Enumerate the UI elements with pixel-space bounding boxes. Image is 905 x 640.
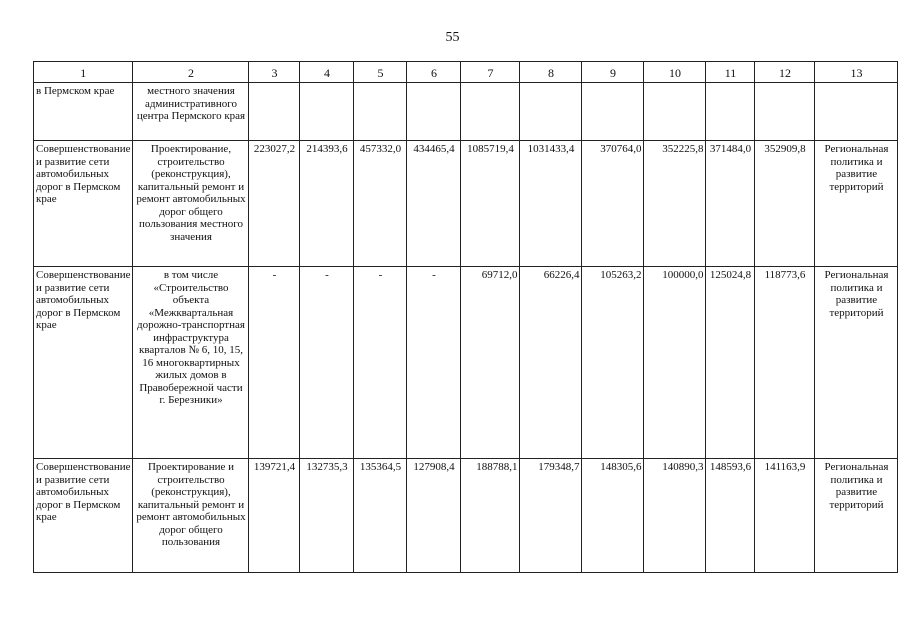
- activity-cell: Проектирование и строительство (реконструкция), капитальный ремонт и ремонт автомобильных дорог общего пользования: [133, 459, 249, 573]
- value-cell: -: [407, 267, 461, 459]
- activity-cell: местного значения административного центра Пермского края: [133, 83, 249, 141]
- value-cell: [520, 83, 582, 141]
- value-cell: 352909,8: [755, 141, 815, 267]
- value-cell: 434465,4: [407, 141, 461, 267]
- value-cell: -: [300, 267, 354, 459]
- value-cell: -: [249, 267, 300, 459]
- table-row: [34, 267, 898, 459]
- value-cell: 127908,4: [407, 459, 461, 573]
- page-number: 55: [445, 30, 460, 45]
- responsible-cell: Региональная политика и развитие территорий: [815, 141, 898, 267]
- value-cell: 132735,3: [300, 459, 354, 573]
- value-cell: 1085719,4: [461, 141, 520, 267]
- responsible-cell: [815, 83, 898, 141]
- value-cell: 188788,1: [461, 459, 520, 573]
- value-cell: [249, 83, 300, 141]
- value-cell: 135364,5: [354, 459, 407, 573]
- program-cell: Совершенствование и развитие сети автомобильных дорог в Пермском крае: [34, 459, 133, 573]
- header-cell: 9: [582, 62, 644, 83]
- value-cell: [644, 83, 706, 141]
- header-cell: 12: [755, 62, 815, 83]
- header-cell: 5: [354, 62, 407, 83]
- value-cell: 179348,7: [520, 459, 582, 573]
- table-row: [34, 83, 898, 141]
- value-cell: [300, 83, 354, 141]
- value-cell: 148593,6: [706, 459, 755, 573]
- value-cell: 148305,6: [582, 459, 644, 573]
- table-row: [34, 141, 898, 267]
- header-cell: 4: [300, 62, 354, 83]
- header-cell: 3: [249, 62, 300, 83]
- program-cell: Совершенствование и развитие сети автомобильных дорог в Пермском крае: [34, 141, 133, 267]
- value-cell: 370764,0: [582, 141, 644, 267]
- value-cell: 125024,8: [706, 267, 755, 459]
- value-cell: 140890,3: [644, 459, 706, 573]
- value-cell: [755, 83, 815, 141]
- header-cell: 10: [644, 62, 706, 83]
- program-cell: Совершенствование и развитие сети автомобильных дорог в Пермском крае: [34, 267, 133, 459]
- value-cell: 457332,0: [354, 141, 407, 267]
- header-cell: 8: [520, 62, 582, 83]
- header-cell: 11: [706, 62, 755, 83]
- value-cell: [407, 83, 461, 141]
- header-cell: 1: [34, 62, 133, 83]
- value-cell: 1031433,4: [520, 141, 582, 267]
- value-cell: 139721,4: [249, 459, 300, 573]
- value-cell: [461, 83, 520, 141]
- table-row: [34, 459, 898, 573]
- value-cell: 105263,2: [582, 267, 644, 459]
- value-cell: 371484,0: [706, 141, 755, 267]
- header-cell: 7: [461, 62, 520, 83]
- value-cell: [582, 83, 644, 141]
- activity-cell: в том числе «Строительство объекта «Межквартальная дорожно-транспортная инфраструктура кварталов № 6, 10, 15, 16 многоквартирных жилых домов в Правобережной части г. Березники»: [133, 267, 249, 459]
- activity-cell: Проектирование, строительство (реконструкция), капитальный ремонт и ремонт автомобильных дорог общего пользования местного значения: [133, 141, 249, 267]
- value-cell: 118773,6: [755, 267, 815, 459]
- data-table: [33, 61, 898, 573]
- value-cell: 66226,4: [520, 267, 582, 459]
- value-cell: 223027,2: [249, 141, 300, 267]
- value-cell: 100000,0: [644, 267, 706, 459]
- value-cell: [706, 83, 755, 141]
- value-cell: 214393,6: [300, 141, 354, 267]
- program-cell: в Пермском крае: [34, 83, 133, 141]
- responsible-cell: Региональная политика и развитие территорий: [815, 267, 898, 459]
- value-cell: -: [354, 267, 407, 459]
- value-cell: 141163,9: [755, 459, 815, 573]
- header-cell: 6: [407, 62, 461, 83]
- header-cell: 2: [133, 62, 249, 83]
- header-cell: 13: [815, 62, 898, 83]
- value-cell: [354, 83, 407, 141]
- value-cell: 352225,8: [644, 141, 706, 267]
- value-cell: 69712,0: [461, 267, 520, 459]
- responsible-cell: Региональная политика и развитие территорий: [815, 459, 898, 573]
- header-row: [34, 62, 898, 83]
